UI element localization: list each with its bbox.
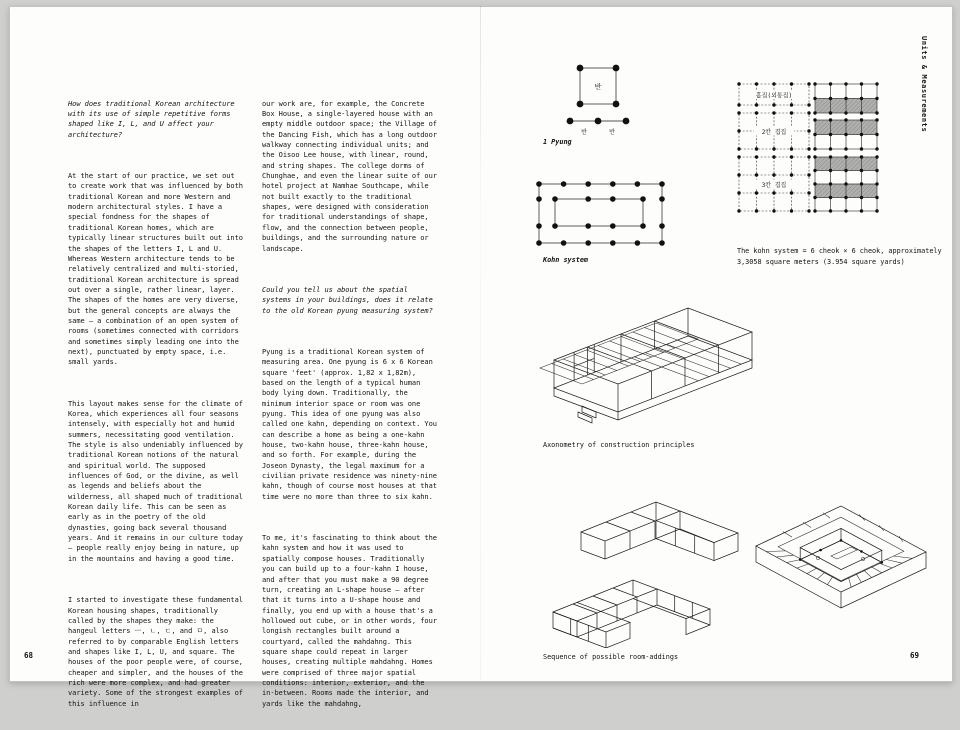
- grid-filled-1: [813, 82, 878, 114]
- answer-paragraph: This layout makes sense for the climate of Korea, which experiences all four seasons intensely, with especially hot and humid summers, necessitating good ventilation. The style is also undeniably influenced by traditional Korean notions of the natural and spiritual world. The supposed influences of God, or the divine, as well as legends and beliefs about the wilderness, all shaped much of traditional Korean daily life. This can be seen as early as in the poetry of the old dynasties, going back several thousand years. And it remains in our culture today – people really enjoy being in nature, up in the mountains and having a good time.: [68, 399, 248, 563]
- interview-question-2: Could you tell us about the spatial systems in your buildings, does it relate to the old Korean pyung measuring system?: [262, 285, 437, 315]
- house-type-grids: [737, 80, 937, 220]
- u-shape-house: [553, 580, 710, 648]
- axonometry-drawing: [538, 282, 773, 442]
- pyung-diagram: [540, 58, 670, 150]
- answer-paragraph: our work are, for example, the Concrete Box House, a single-layered house with an empty middle outdoor space; the Village of the Dancing Fish, which has a long outdoor walkway connecting individual units; and the Oisoo Lee house, with linear, round, and string shapes. The college dorms of Chunghae, and even the linear suite of our hotel project at Namhae Southcape, while not built exactly to the traditional shapes, were designed with consideration for traditional understandings of shape, flow, and the connection between people, buildings, and the surrounding nature or landscape.: [262, 99, 442, 253]
- pyung-unit-label: 반: [609, 129, 615, 136]
- grid-single-row-house: [737, 82, 810, 106]
- house-type-label-2: 2칸 겹집: [761, 129, 787, 136]
- chapter-side-tab: Units & Measurements: [920, 36, 928, 133]
- pyung-unit-label: 반: [581, 129, 587, 136]
- grid-filled-3: [813, 155, 878, 212]
- axonometry-caption: Axonometry of construction principles: [543, 441, 695, 449]
- sequence-caption: Sequence of possible room-addings: [543, 653, 679, 661]
- page-number-right: 69: [910, 651, 920, 660]
- answer-paragraph: I started to investigate these fundamental Korean housing shapes, traditionally called by the shapes they make: the hangeul letters ㅡ, ㄴ, ㄷ, and ㅁ, also referred to by comparable English letters and shapes like I, L, U, and square. The houses of the poor people were, of course, cheaper and simpler, and the houses of the rich were more complex, and had greater variety. Some of the strongest examples of this influence in: [68, 596, 248, 708]
- answer-paragraph: To me, it's fascinating to think about the kahn system and how it was used to spatially compose houses. Traditionally you can build up to a four-kahn I house, and after that you must make a 90 degree turn, creating an L-shape house — after that it turns into a U-shape house and finally, you end up with a house that's a hollowed out cube, or in other words, four longish rectangles built around a courtyard, called the mahdahng. This square shape could repeat in larger houses, creating multiple mahdahng. Homes were comprised of three major spatial conditions: interior, exterior, and the in-between. Rooms made the interior, and yards like the mahdahng,: [262, 534, 442, 708]
- kohn-dimensions-caption-line2: 3,3058 square meters (3.954 square yards): [737, 258, 905, 266]
- spine-divider: [480, 6, 481, 680]
- kohn-grid-dots: [536, 181, 665, 246]
- pyung-square: [577, 65, 620, 108]
- answer-paragraph: Pyung is a traditional Korean system of measuring area. One pyung is 6 x 6 Korean square 'feet' (approx. 1,82 x 1,82m), based on the length of a typical human body lying down. Traditionally, the minimum interior space or room was one pyung. This idea of one pyung was also called one kahn, depending on context. You can describe a home as being a one-kahn house, two-kahn house, three-kahn house, and so forth. For example, during the Joseon Dynasty, the legal maximum for a civilian private residence was ninety-nine kahn, though of course most houses at that time were no more than three to six kahn.: [262, 347, 442, 501]
- courtyard-house-drawing: [748, 428, 943, 633]
- kohn-dimensions-caption-line1: The kohn system = 6 cheok × 6 cheok, approximately: [737, 247, 942, 255]
- pyung-caption: 1 Pyung: [543, 138, 572, 146]
- house-type-label-3: 3칸 겹집: [761, 182, 787, 189]
- pyung-unit-label: 반: [594, 83, 602, 91]
- pyung-line: [567, 118, 630, 136]
- house-type-label-1: 홑집(외통집): [755, 92, 793, 100]
- left-page-column-1: [68, 78, 248, 730]
- answer-paragraph: At the start of our practice, we set out to create work that was influenced by both traditional Korean and more Western and modern architectural styles. I have a special fondness for the shapes of traditional Korean homes, which are typically linear structures built out into the shapes of the letters I, L and U. Whereas Western architecture tends to be relatively centralized and multi-storied, traditional Korean architecture is spread out over a single, rather linear, layer. The shapes of the homes are very diverse, but the general concepts are always the same — a combination of an open system of rooms (sometimes connected with corridors and sometimes simply leading one into the next), punctuated by empty space, i.e. small yards.: [68, 172, 248, 367]
- kohn-system-diagram: [536, 178, 670, 250]
- grid-3kan-house: [737, 155, 810, 212]
- left-page-column-2: [262, 78, 442, 730]
- grid-2kan-house: [737, 111, 810, 150]
- l-shape-house: [581, 502, 738, 561]
- kohn-caption: Kohn system: [543, 256, 589, 264]
- page-number-left: 68: [24, 651, 34, 660]
- grid-filled-2: [813, 118, 878, 150]
- room-adding-sequence-drawing: [536, 468, 741, 648]
- interview-question-1: How does traditional Korean architecture with its use of simple repetitive forms shaped like I, L, and U affect your architecture?: [68, 99, 239, 139]
